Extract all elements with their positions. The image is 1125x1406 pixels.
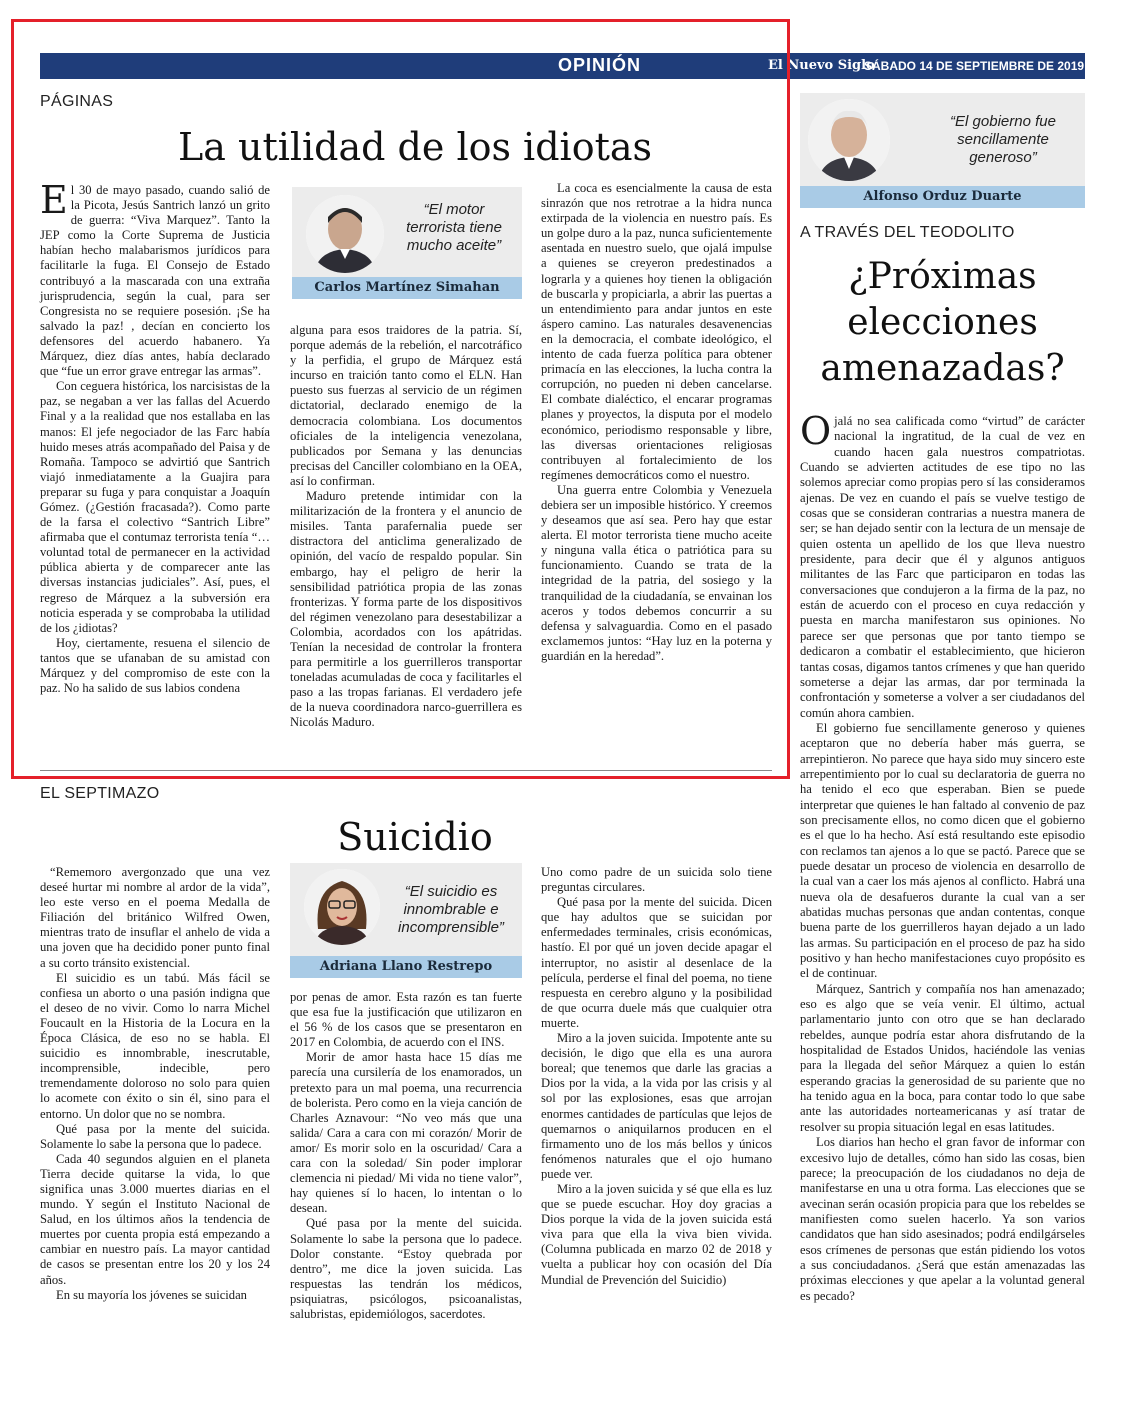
article2-pull-quote — [290, 863, 522, 963]
article2-paragraph: Uno como padre de un suicida solo tiene preguntas circulares. — [541, 865, 772, 895]
article1-paragraph: Una guerra entre Colombia y Venezuela debiera ser un imposible histórico. Y creemos y deseamos que así sea. Pero hay que estar alerta. El motor terrorista tiene mucho aceite y ninguna valla ética o patriótica para su funcionamiento. Cuando se trata de la integridad de la patria, del sosiego y la tranquilidad de la ciudadanía, se envainan los aceros y todos debemos concurrir a su defensa y salvaguardia. Como en el pasado exclamemos juntos: “Hay luz en la poterna y guardián en la heredad”. — [541, 482, 772, 663]
article3-author: Alfonso Orduz Duarte — [800, 186, 1085, 208]
author-photo — [304, 869, 380, 945]
article3-title-line: amenazadas? — [820, 348, 1065, 389]
article2-paragraph: por penas de amor. Esta razón es tan fuerte que esa fue la justificación que utilizaron en el 56 % de los casos que se presentaron en 2017 en Colombia, de acuerdo con el INS. — [290, 990, 522, 1050]
article3-paragraph: Ojalá no sea calificada como “virtud” de carácter nacional la ingratitud, de la cual de vez en cuando hacen gala nuestros compatriotas. Cuando se advierten actitudes de ese tipo no las solemos apreciar como propias pero sí las consideramos ajenas. De vez en cuando el país se vuelve testigo de cosas que se consideran contrarias a nuestra manera de ser; se han dejado sentir con la lectura de un mensaje de quien ostenta un apellido de los que lleva nuestro presidente, para decir que él y algunos antiguos militantes de las Farc que participaron en todas las conversaciones que condujeron a la firma de la paz, no están de acuerdo con el proceso en cuya redacción y puesta en marcha manifestaron sus opiniones. No parece ser que personas que por tanto tiempo se dedicaron a combatir el establecimiento, que hicieron tantas cosas, digamos tantos crímenes y que han querido someterse a dejar las armas, dar por terminada la confrontación y someterse a volver a ser ciudadanos del común ahora cambien. — [800, 409, 1085, 720]
article3-title-line: ¿Próximas — [848, 256, 1037, 297]
article1-paragraph: alguna para esos traidores de la patria. Sí, porque además de la rebelión, el narcotráfico y la perfidia, el grupo de Márquez está incurso en traición tanto como el ELN. Han puesto sus fuerzas al servicio de un régimen dictatorial, declarado enemigo de la democracia colombiana. Los documentos oficiales de la inteligencia venezolana, publicados por Semana y las denuncias precisas del Canciller colombiano en la OEA, así lo confirman. — [290, 323, 522, 488]
article3-title-line: elecciones — [847, 302, 1038, 343]
article2-paragraph: Qué pasa por la mente del suicida. Dicen que hay adultos que se suicidan por enfermedades terminales, crisis económicas, hastío. El por qué un joven decide apagar el interruptor, no asistir al desenlace de la película, perderse el final del poema, no tiene respuesta en cerebro alguno y la posibilidad de que ocurra duele más que cualquier otra muerte. — [541, 895, 772, 1030]
article2-column-2 — [290, 990, 522, 1322]
article2-column-1 — [40, 865, 270, 1303]
article1-column-2 — [290, 323, 522, 731]
page-number: 9A — [1094, 54, 1120, 76]
article3-kicker: A TRAVÉS DEL TEODOLITO — [800, 224, 1015, 241]
article1-paragraph: La coca es esencialmente la causa de esta sinrazón que nos retrotrae a la hidra nunca extirpada de la violencia en nuestro país. Es un golpe duro a la paz, nunca suficientemente asentada en nuestro suelo, que ojalá impulse a quienes se creyeron predestinados a lograrla y a quienes hoy tienen la obligación de buscarla y propiciarla, a abrir las puertas a un entendimiento para andar juntos en este áspero camino. Las naturales desavenencias en la democracia, el combate ideológico, el intento de cada fuerza política para obtener primacía en las elecciones, la lucha contra la corrupción, no pueden ni deben cancelarse. El combate dialéctico, el encarar programas planes y proyectos, la disputa por el modelo económico, periodismo responsable y libre, las diversas orientaciones religiosas contribuyen al fortalecimiento de los regímenes democráticos como el nuestro. — [541, 181, 772, 482]
article2-paragraph: En su mayoría los jóvenes se suicidan — [56, 1287, 247, 1302]
article1-title: La utilidad de los idiotas — [178, 125, 652, 169]
article2-paragraph: Miro a la joven suicida. Impotente ante su decisión, le digo que ella es una aurora boreal; que tenemos que darle las gracias a Dios por la vida, a la vida por las crisis y al sol por las explosiones, esas que arrojan enormes cantidades de partículas que lejos de quemarnos o aniquilarnos producen en el firmamento uno de los más bellos y únicos fenómenos naturales que el ojo humano puede ver. — [541, 1031, 772, 1181]
dropcap: O — [800, 409, 832, 453]
section-title: OPINIÓN — [558, 55, 642, 75]
pull-quote-text: “El gobierno fue sencillamente generoso” — [950, 113, 1056, 166]
article1-paragraph: El 30 de mayo pasado, cuando salió de la Picota, Jesús Santrich lanzó un grito de guerra: “Viva Marquez”. Tanto la JEP como la Corte Suprema de Justicia habían hecho malabarismos jurídicos para facilitarle la fuga. El Consejo de Estado contribuyó a la mascarada con una extraña jurisprudencia, según la cual, para ser Congresista no se requiere posesión. ¡Se ha salvado la paz! , decían en concierto los defensores del acuerdo habanero. Ya Márquez, diez días antes, había declarado que “fue un error grave entregar las armas”. — [40, 178, 270, 379]
article2-paragraph: Miro a la joven suicida y sé que ella es luz que se puede escuchar. Hoy doy gracias a Dios porque la vida de la joven suicida está viva para que ella la viva bien vivida. (Columna publicada en marzo 02 de 2018 y vuelta a publicar hoy con ocasión del Día Mundial de Prevención del Suicidio) — [541, 1181, 772, 1287]
article3-paragraph: Los diarios han hecho el gran favor de informar con excesivo lujo de detalles, cómo han sido las cosas, bien parece; la preocupación de los ciudadanos no deja de manifestarse en una u otra forma. Las elecciones que se avecinan serán ocasión propicia para que los rebeldes se manifiesten como suelen hacerlo. Ya son varios candidatos que han sido asesinados; podrá endilgárseles esos crímenes de personas que están pidiendo los votos a sus conciudadanos. ¿Será que están amenazadas las próximas elecciones y que apelar a la voluntad general es pecado? — [800, 1135, 1085, 1303]
article2-paragraph: Qué pasa por la mente del suicida. Solamente lo sabe la persona que lo padece. Dolor constante. “Estoy quebrada por dentro”, me dice la joven suicida. Las respuestas las tendrán los médicos, psiquiatras, psicólogos, psicoanalistas, salubristas, epidemiólogos, sacerdotes. — [290, 1216, 522, 1321]
newspaper-name: El Nuevo Siglo — [768, 58, 875, 73]
author-photo — [306, 195, 384, 273]
page-header — [40, 53, 1120, 79]
article2-paragraph: Cada 40 segundos alguien en el planeta Tierra decide quitarse la vida, lo que significa unas 3.000 muertes diarias en el mundo. Y según el Instituto Nacional de Salud, en los últimos años la tendencia de muertes por cuenta propia está empezando a cambiar en nuestro país. La mayor cantidad de casos se presentan entre los 20 y los 24 años. — [40, 1151, 270, 1287]
article2-paragraph: El suicidio es un tabú. Más fácil se confiesa un aborto o una pasión indigna que el deseo de no vivir. Como lo narra Michel Foucault en la Historia de la Locura en la Época Clásica, de eso no se habla. El suicidio es innombrable, inescrutable, incomprensible, indecible, pero tremendamente doloroso no solo para quien lo acomete con éxito o sin él, sino para el entorno. Un dolor que no se nombra. — [40, 970, 270, 1121]
article2-paragraph: Morir de amor hasta hace 15 días me parecía una cursilería de los enamorados, un pretexto para un mal poema, una recurrencia de bolerista. Pero como en la vieja canción de Charles Aznavour: “No veo más que una salida/ Cara a cara con mi corazón/ Morir de amor/ Es morir solo en la oscuridad/ Cara a cara con la soledad/ Sin poder implorar clemencia ni piedad/ Mi vida no tiene valor”, hay quienes sí lo hacen, lo intentan o lo desean. — [290, 1050, 522, 1216]
article1-paragraph: Con ceguera histórica, los narcisistas de la paz, se negaban a ver las fallas del Acuerdo Final y a la realidad que nos estallaba en las manos: El jefe negociador de las Farc había huido meses atrás acompañado del Paisa y de Romaña. Tampoco se advirtió que Santrich viajó inmediatamente a la Guajira para preparar su fuga y para conquistar a Joaquín Gómez. (¿Gestión fracasada?). Como parte de la farsa el colectivo “Santrich Libre” afirmaba que el contumaz terrorista tenía “…voluntad total de permanecer en la actividad pública abierta y de comparecer ante las diversas instancias judiciales”. Así, pues, el regreso de Márquez a la subversión era noticia esperada y se comprobaba la utilidad de los ¿idiotas? — [40, 379, 270, 635]
article1-paragraph: Hoy, ciertamente, resuena el silencio de tantos que se ufanaban de su amistad con Márquez y del compromiso de este con la paz. No ha salido de sus labios condena — [40, 635, 270, 696]
pull-quote-text: “El suicidio es innombrable e incomprensible” — [398, 883, 504, 936]
article1-kicker: PÁGINAS — [40, 93, 114, 110]
article3-title — [800, 254, 1085, 392]
article2-paragraph: Qué pasa por la mente del suicida. Solamente lo sabe la persona que lo padece. — [40, 1121, 270, 1151]
article2-author: Adriana Llano Restrepo — [290, 956, 522, 978]
article3-paragraph: Márquez, Santrich y compañía nos han amenazado; eso es algo que se veía venir. El último, actual parlamentario junto con otro que se han declarado rebeldes, aunque podría estar ahora disfrutando de la hospitalidad de Estados Unidos, haciéndole las venias para la llegada del señor Márquez a quien lo están esperando gracias la generosidad de su pariente que no ha tenido agua en la boca, para contar todo lo que sabe ante las autoridades norteamericanas y así tratar de resolver su propia situación legal en esas latitudes. — [800, 981, 1085, 1134]
article1-column-3 — [541, 181, 772, 664]
article2-title: Suicidio — [337, 815, 493, 859]
pull-quote-text: “El motor terrorista tiene mucho aceite” — [406, 201, 502, 254]
article3-column — [800, 409, 1085, 1304]
issue-date: SÁBADO 14 DE SEPTIEMBRE DE 2019 — [864, 59, 1085, 73]
article2-paragraph: “Rememoro avergonzado que una vez deseé hurtar mi nombre al ardor de la vida”, leo este verso en el poema Medalla de Filiación del británico Wilfred Owen, mientras trato de insuflar el anhelo de vida a una joven que ha decidido poner punto final a su corto tránsito existencial. — [40, 865, 270, 970]
article2-kicker: EL SEPTIMAZO — [40, 785, 160, 802]
article3-paragraph: El gobierno fue sencillamente generoso y quienes aceptaron que no debería haber más guerra, se arrepintieron. No parece que haya sido muy sincero este arrepentimiento por lo cual su declaratoria de guerra no ha tenido el eco que esperaban. Bien se puede interpretar que quienes le han faltado al convenio de paz son precisamente ellos, no como dicen que el gobierno es el que lo ha hecho. Así está resultando este episodio con reclamos tan ajenos a lo que se pactó. Parece que se puede desatar un proceso de violencia en desarrollo de la cual van a caer los más ajenos al conflicto. Habrá una nueva ola de desafueros durante la cual van a ser abatidas muchas personas que andan contentas, conque buena parte de los guerrilleros hayan dejado a un lado las armas. Su participación en el proceso de paz ha sido positivo y han hecho manifestaciones cuyo propósito es el de continuar. — [800, 720, 1085, 981]
author-photo — [808, 99, 890, 181]
dropcap: E — [40, 178, 68, 222]
article1-paragraph: Maduro pretende intimidar con la militarización de la frontera y el anuncio de misiles. Tanta parafernalia puede ser distractora del anticlima generalizado de opinión, del vacío de respaldo popular. Sin embargo, hay el peligro de herir la sensibilidad patriótica propia de las zonas fronterizas. Y forma parte de los dispositivos del régimen venezolano para desestabilizar a Colombia, acordados con los apátridas. Tenían la necesidad de controlar la frontera para permitirle a los guerrilleros transportar toneladas acumuladas de coca y facilitarles el paso a las tropas farianas. El verdadero jefe de la nueva coordinadora narco-guerrillera es Nicolás Maduro. — [290, 489, 522, 730]
article2-column-3 — [541, 865, 772, 1288]
article1-author: Carlos Martínez Simahan — [292, 277, 522, 299]
article3-pull-quote — [800, 93, 1085, 187]
section-divider — [40, 770, 772, 771]
article1-column-1 — [40, 178, 270, 696]
